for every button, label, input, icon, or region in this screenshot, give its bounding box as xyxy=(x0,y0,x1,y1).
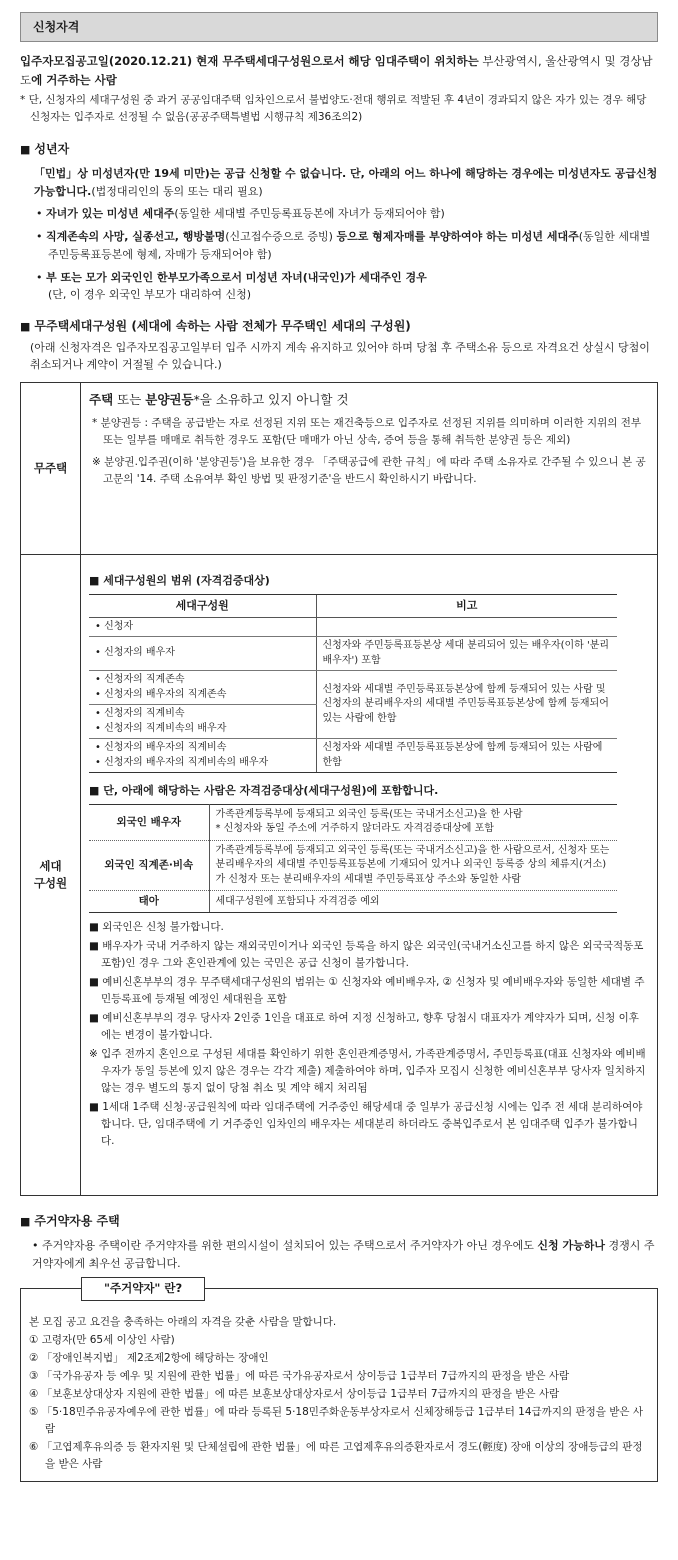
section-header: 신청자격 xyxy=(20,12,658,42)
square-bullet-icon: ■ xyxy=(89,784,100,798)
household-description: (아래 신청자격은 입주자모집공고일부터 입주 시까지 계속 유지하고 있어야 하며 당첨 후 주택소유 등으로 자격요건 상실시 당첨이 취소되거나 계약이 거절될 수 있습니다.) xyxy=(30,340,650,372)
include-title: ■ 단, 아래에 해당하는 사람은 자격검증대상(세대구성원)에 포함합니다. xyxy=(89,784,439,798)
square-bullet-icon: ■ xyxy=(89,574,100,588)
square-bullet-icon: ■ xyxy=(20,320,31,334)
elderly-description: • 주거약자용 주택이란 주거약자를 위한 편의시설이 설치되어 있는 주택으로서 주거약자가 아닌 경우에도 신청 가능하나 경쟁시 주거약자에게 최우선 공급합니다. xyxy=(32,1238,655,1270)
no-house-note: ※ 분양권.입주권(이하 '분양권등')을 보유한 경우 「주택공급에 관한 규칙」에 따라 주택 소유자로 간주될 수 있으니 본 공고문의 '14. 주택 소유여부 확인 방법 및 판정기준'을 반드시 확인하시기 바랍니다. xyxy=(92,456,646,485)
table-row: • 신청자의 배우자의 직계비속 • 신청자의 배우자의 직계비속의 배우자 신청자와 세대별 주민등록표등본상에 함께 등재되어 있는 사람에 한함 xyxy=(89,739,617,773)
no-house-content xyxy=(81,383,657,554)
intro-regions: 부산광역시, 울산광역시 및 경상남도 xyxy=(20,54,653,87)
household-section-title: ■ 무주택세대구성원 (세대에 속하는 사람 전체가 무주택인 세대의 구성원) xyxy=(20,319,411,334)
definition-intro: 본 모집 공고 요건을 충족하는 아래의 자격을 갖춘 사람을 말합니다. xyxy=(29,1316,337,1329)
no-house-heading: 주택 또는 분양권등*을 소유하고 있지 아니할 것 xyxy=(89,392,349,408)
list-item: ③ 「국가유공자 등 예우 및 지원에 관한 법률」에 따른 국가유공자로서 상이등급 1급부터 7급까지의 판정을 받은 사람 xyxy=(29,1370,570,1383)
intro-bold: 입주자모집공고일(2020.12.21) 현재 무주택세대구성원으로서 해당 임대주택이 위치하는 xyxy=(20,54,479,68)
minor-item: • 자녀가 있는 미성년 세대주(동일한 세대별 주민등록표등본에 자녀가 등재되어야 함) xyxy=(36,207,445,221)
minor-section-title: ■ 성년자 xyxy=(20,142,70,157)
list-item: ■ 예비신혼부부의 경우 무주택세대구성원의 범위는 ① 신청자와 예비배우자, ② 신청자 및 예비배우자와 동일한 세대별 주민등록표에 등재될 예정인 세대원을 포함 xyxy=(89,976,645,1006)
table-row: • 신청자 xyxy=(89,617,617,637)
list-item: ■ 1세대 1주택 신청·공급원칙에 따라 임대주택에 거주중인 해당세대 중 일부가 공급신청 시에는 입주 전 세대 분리하여야 합니다. 단, 임대주택에 기 거주중인 임차인의 배우자는 세대분리 하더라도 중복입주로서 본 임대주택 입주가 불가합니다. xyxy=(89,1101,643,1148)
table-header: 세대구성원 xyxy=(89,594,316,617)
scope-title: ■ 세대구성원의 범위 (자격검증대상) xyxy=(89,574,270,588)
table-row: 태아 세대구성원에 포함되나 자격검증 예외 xyxy=(89,891,617,913)
square-bullet-icon: ■ xyxy=(20,1215,31,1229)
members-notes xyxy=(89,919,647,1150)
elderly-section-title: ■ 주거약자용 주택 xyxy=(20,1214,120,1229)
list-item: ⑥ 「고엽제후유의증 등 환자지원 및 단체설립에 관한 법률」에 따른 고엽제후유의증환자로서 경도(輕度) 장애 이상의 장애등급의 판정을 받은 사람 xyxy=(29,1441,643,1471)
table-row: • 신청자의 직계존속 • 신청자의 배우자의 직계존속 신청자와 세대별 주민등록표등본상에 함께 등재되어 있는 사람 및 신청자의 분리배우자의 세대별 주민등록표등본상에 함께 등재되어 있는 사람에 한함 xyxy=(89,671,617,705)
list-item: ■ 배우자가 국내 거주하지 않는 재외국민이거나 외국인 등록을 하지 않은 외국인(국내거소신고를 하지 않은 외국국적동포 포함)인 경우 그와 혼인관계에 있는 국민은 공급 신청이 불가합니다. xyxy=(89,940,644,970)
table-row: 외국인 직계존·비속 가족관계등록부에 등재되고 외국인 등록(또는 국내거소신고)을 한 사람으로서, 신청자 또는 분리배우자의 세대별 주민등록표등본에 기재되어 있거나 외국인 등록증 상의 체류지(거소)가 신청자 또는 분리배우자의 세대별 주민등록표상 주소와 동일한 사람 xyxy=(89,840,617,891)
scope-table xyxy=(89,594,617,773)
list-item: ① 고령자(만 65세 이상인 사람) xyxy=(29,1334,175,1347)
eligibility-intro xyxy=(20,52,658,89)
no-house-note: * 분양권등 : 주택을 공급받는 자로 선정된 지위 또는 재건축등으로 입주자로 선정된 지위를 의미하며 이러한 지위의 전부 또는 일부를 매매로 취득한 경우도 포함(단 매매가 아닌 상속, 증여 등을 통해 취득한 분양권 등은 제외) xyxy=(92,417,642,446)
table-row: 외국인 배우자 가족관계등록부에 등재되고 외국인 등록(또는 국내거소신고)을 한 사람 * 신청자와 동일 주소에 거주하지 않더라도 자격검증대상에 포함 xyxy=(89,804,617,840)
members-content xyxy=(81,555,657,1195)
eligibility-table xyxy=(20,382,658,1196)
minor-item-sub: (단, 이 경우 외국인 부모가 대리하여 신청) xyxy=(48,287,252,301)
intro-note: * 단, 신청자의 세대구성원 중 과거 공공임대주택 임차인으로서 불법양도·전대 행위로 적발된 후 4년이 경과되지 않은 자가 있는 경우 해당 신청자는 입주자로 선정될 수 없음(공공주택특별법 시행규칙 제36조의2) xyxy=(20,94,647,124)
minor-item: • 직계존속의 사망, 실종선고, 행방불명(신고접수증으로 증빙) 등으로 형제자매를 부양하여야 하는 미성년 세대주(동일한 세대별 주민등록표등본에 형제, 자매가 등재되어야 함) xyxy=(36,230,651,261)
definition-box xyxy=(20,1281,658,1482)
members-label: 세대 구성원 xyxy=(21,555,81,1195)
list-item: ※ 입주 전까지 혼인으로 구성된 세대를 확인하기 위한 혼인관계증명서, 가족관계증명서, 주민등록표(대표 신청자와 예비배우자가 동일 등본에 있지 않은 경우는 각각 제출) 제출하여야 하며, 입주자 모집시 신청한 예비신혼부부 당사자 일치하지 않는 경우 별도의 통지 없이 당첨 취소 및 계약 해지 처리됨 xyxy=(89,1048,646,1095)
definition-tag: "주거약자" 란? xyxy=(81,1277,205,1300)
no-house-row xyxy=(21,383,657,555)
no-house-label: 무주택 xyxy=(21,383,81,554)
minor-paragraph: 「민법」상 미성년자(만 19세 미만)는 공급 신청할 수 없습니다. 단, 아래의 어느 하나에 해당하는 경우에는 미성년자도 공급신청 가능합니다.(법정대리인의 동의 또는 대리 필요) xyxy=(34,166,658,198)
members-row xyxy=(21,555,657,1195)
list-item: ■ 외국인은 신청 불가합니다. xyxy=(89,921,224,934)
minor-item: • 부 또는 모가 외국인인 한부모가족으로서 미성년 자녀(내국인)가 세대주인 경우 xyxy=(36,270,427,284)
table-row: • 신청자의 배우자 신청자와 주민등록표등본상 세대 분리되어 있는 배우자(이하 '분리배우자') 포함 xyxy=(89,637,617,671)
list-item: ④ 「보훈보상대상자 지원에 관한 법률」에 따른 보훈보상대상자로서 상이등급 1급부터 7급까지의 판정을 받은 사람 xyxy=(29,1388,560,1401)
table-header: 비고 xyxy=(316,594,617,617)
list-item: ■ 예비신혼부부의 경우 당사자 2인중 1인을 대표로 하여 지정 신청하고, 향후 당첨시 대표자가 계약자가 되며, 신청 이후에는 변경이 불가합니다. xyxy=(89,1012,639,1042)
square-bullet-icon: ■ xyxy=(20,143,31,157)
include-table xyxy=(89,804,617,914)
intro-bold-2: 에 거주하는 사람 xyxy=(31,72,117,87)
list-item: ② 「장애인복지법」 제2조제2항에 해당하는 장애인 xyxy=(29,1352,269,1365)
list-item: ⑤ 「5·18민주유공자예우에 관한 법률」에 따라 등록된 5·18민주화운동부상자로서 신체장해등급 1급부터 14급까지의 판정을 받은 사람 xyxy=(29,1406,643,1436)
table-row: • 신청자의 직계비속 • 신청자의 직계비속의 배우자 xyxy=(89,705,617,739)
